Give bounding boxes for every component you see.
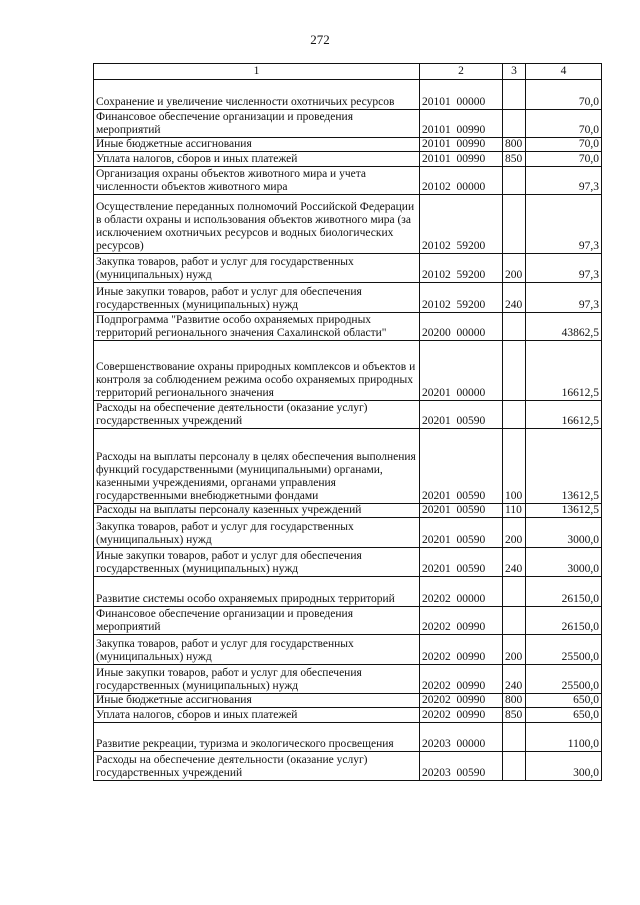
row-type-cell: 850 [503,708,526,723]
row-type-cell: 850 [503,152,526,167]
row-sum-cell: 97,3 [526,167,602,195]
row-code-cell: 20101 00990 [420,138,503,152]
row-type-cell: 800 [503,694,526,708]
row-type-cell: 200 [503,518,526,548]
table-row [94,167,602,195]
row-sum-cell: 25500,0 [526,665,602,694]
row-code-cell: 20201 00590 [420,518,503,548]
row-type-cell [503,195,526,254]
row-type-cell [503,607,526,635]
row-sum-cell: 13612,5 [526,504,602,518]
row-code-cell: 20203 00590 [420,752,503,781]
table-row [94,518,602,548]
row-type-cell [503,313,526,341]
row-name-cell: Сохранение и увеличение численности охотничьих ресурсов [94,80,420,110]
table-row [94,607,602,635]
row-name-cell: Уплата налогов, сборов и иных платежей [94,708,420,723]
row-code-cell: 20202 00990 [420,694,503,708]
row-name-cell: Уплата налогов, сборов и иных платежей [94,152,420,167]
header-col-name: 1 [94,64,420,80]
row-type-cell: 240 [503,665,526,694]
row-code-cell: 20101 00000 [420,80,503,110]
table-row [94,195,602,254]
row-name-cell: Развитие рекреации, туризма и экологического просвещения [94,723,420,752]
header-row [94,64,602,80]
row-name-cell: Расходы на обеспечение деятельности (оказание услуг) государственных учреждений [94,752,420,781]
row-type-cell [503,80,526,110]
row-name-cell: Иные закупки товаров, работ и услуг для обеспечения государственных (муниципальных) нужд [94,548,420,577]
table-row [94,577,602,607]
row-code-cell: 20202 00000 [420,577,503,607]
row-code-cell: 20201 00590 [420,504,503,518]
table-row [94,80,602,110]
table-row [94,254,602,283]
table-row [94,635,602,665]
row-sum-cell: 3000,0 [526,548,602,577]
page-number: 272 [310,32,330,47]
row-sum-cell: 300,0 [526,752,602,781]
table-row [94,665,602,694]
row-type-cell: 200 [503,635,526,665]
row-sum-cell: 3000,0 [526,518,602,548]
row-code-cell: 20102 59200 [420,254,503,283]
row-name-cell: Подпрограмма "Развитие особо охраняемых природных территорий регионального значения Сахалинской области" [94,313,420,341]
row-code-cell: 20200 00000 [420,313,503,341]
row-name-cell: Финансовое обеспечение организации и проведения мероприятий [94,607,420,635]
row-name-cell: Совершенствование охраны природных комплексов и объектов и контроля за соблюдением режима особо охраняемых природных территорий регионального значения [94,341,420,401]
row-type-cell [503,110,526,138]
row-name-cell: Иные закупки товаров, работ и услуг для обеспечения государственных (муниципальных) нужд [94,665,420,694]
row-code-cell: 20101 00990 [420,110,503,138]
table-row [94,110,602,138]
table-row [94,694,602,708]
row-sum-cell: 43862,5 [526,313,602,341]
row-code-cell: 20201 00590 [420,548,503,577]
row-sum-cell: 25500,0 [526,635,602,665]
row-type-cell: 240 [503,548,526,577]
row-code-cell: 20202 00990 [420,708,503,723]
row-name-cell: Иные бюджетные ассигнования [94,138,420,152]
row-code-cell: 20202 00990 [420,635,503,665]
header-col-sum: 4 [526,64,602,80]
row-sum-cell: 16612,5 [526,341,602,401]
row-name-cell: Закупка товаров, работ и услуг для государственных (муниципальных) нужд [94,518,420,548]
row-type-cell [503,167,526,195]
row-code-cell: 20201 00000 [420,341,503,401]
row-sum-cell: 16612,5 [526,401,602,429]
row-name-cell: Расходы на выплаты персоналу казенных учреждений [94,504,420,518]
row-name-cell: Осуществление переданных полномочий Российской Федерации в области охраны и использования объектов животного мира (за исключением охотничьих ресурсов и водных биологических ресурсов) [94,195,420,254]
row-type-cell: 240 [503,283,526,313]
row-sum-cell: 26150,0 [526,577,602,607]
row-code-cell: 20201 00590 [420,429,503,504]
table-row [94,401,602,429]
row-sum-cell: 1100,0 [526,723,602,752]
row-type-cell: 200 [503,254,526,283]
row-sum-cell: 97,3 [526,283,602,313]
row-name-cell: Развитие системы особо охраняемых природных территорий [94,577,420,607]
row-type-cell: 800 [503,138,526,152]
row-code-cell: 20101 00990 [420,152,503,167]
header-col-type: 3 [503,64,526,80]
row-code-cell: 20202 00990 [420,607,503,635]
row-name-cell: Расходы на обеспечение деятельности (оказание услуг) государственных учреждений [94,401,420,429]
row-sum-cell: 26150,0 [526,607,602,635]
row-code-cell: 20202 00990 [420,665,503,694]
row-code-cell: 20203 00000 [420,723,503,752]
row-sum-cell: 650,0 [526,708,602,723]
row-code-cell: 20102 00000 [420,167,503,195]
row-sum-cell: 13612,5 [526,429,602,504]
row-type-cell: 110 [503,504,526,518]
table-row [94,341,602,401]
row-sum-cell: 70,0 [526,80,602,110]
row-name-cell: Финансовое обеспечение организации и проведения мероприятий [94,110,420,138]
table-row [94,152,602,167]
row-name-cell: Расходы на выплаты персоналу в целях обеспечения выполнения функций государственными (муниципальными) органами, казенными учреждениями, органами управления государственными внебюджетными фондами [94,429,420,504]
budget-table [93,63,602,781]
header-col-code: 2 [420,64,503,80]
table-row [94,548,602,577]
row-name-cell: Закупка товаров, работ и услуг для государственных (муниципальных) нужд [94,635,420,665]
table-row [94,138,602,152]
row-type-cell [503,752,526,781]
table-row [94,752,602,781]
row-name-cell: Иные закупки товаров, работ и услуг для обеспечения государственных (муниципальных) нужд [94,283,420,313]
table-row [94,504,602,518]
table-row [94,313,602,341]
table-row [94,723,602,752]
table-row [94,283,602,313]
row-sum-cell: 70,0 [526,138,602,152]
row-code-cell: 20201 00590 [420,401,503,429]
row-code-cell: 20102 59200 [420,195,503,254]
row-type-cell: 100 [503,429,526,504]
row-name-cell: Иные бюджетные ассигнования [94,694,420,708]
row-type-cell [503,577,526,607]
row-code-cell: 20102 59200 [420,283,503,313]
row-type-cell [503,723,526,752]
row-sum-cell: 70,0 [526,152,602,167]
row-name-cell: Организация охраны объектов животного мира и учета численности объектов животного мира [94,167,420,195]
row-sum-cell: 97,3 [526,195,602,254]
table-row [94,708,602,723]
row-name-cell: Закупка товаров, работ и услуг для государственных (муниципальных) нужд [94,254,420,283]
row-sum-cell: 70,0 [526,110,602,138]
row-sum-cell: 97,3 [526,254,602,283]
row-type-cell [503,341,526,401]
table-row [94,429,602,504]
row-type-cell [503,401,526,429]
row-sum-cell: 650,0 [526,694,602,708]
